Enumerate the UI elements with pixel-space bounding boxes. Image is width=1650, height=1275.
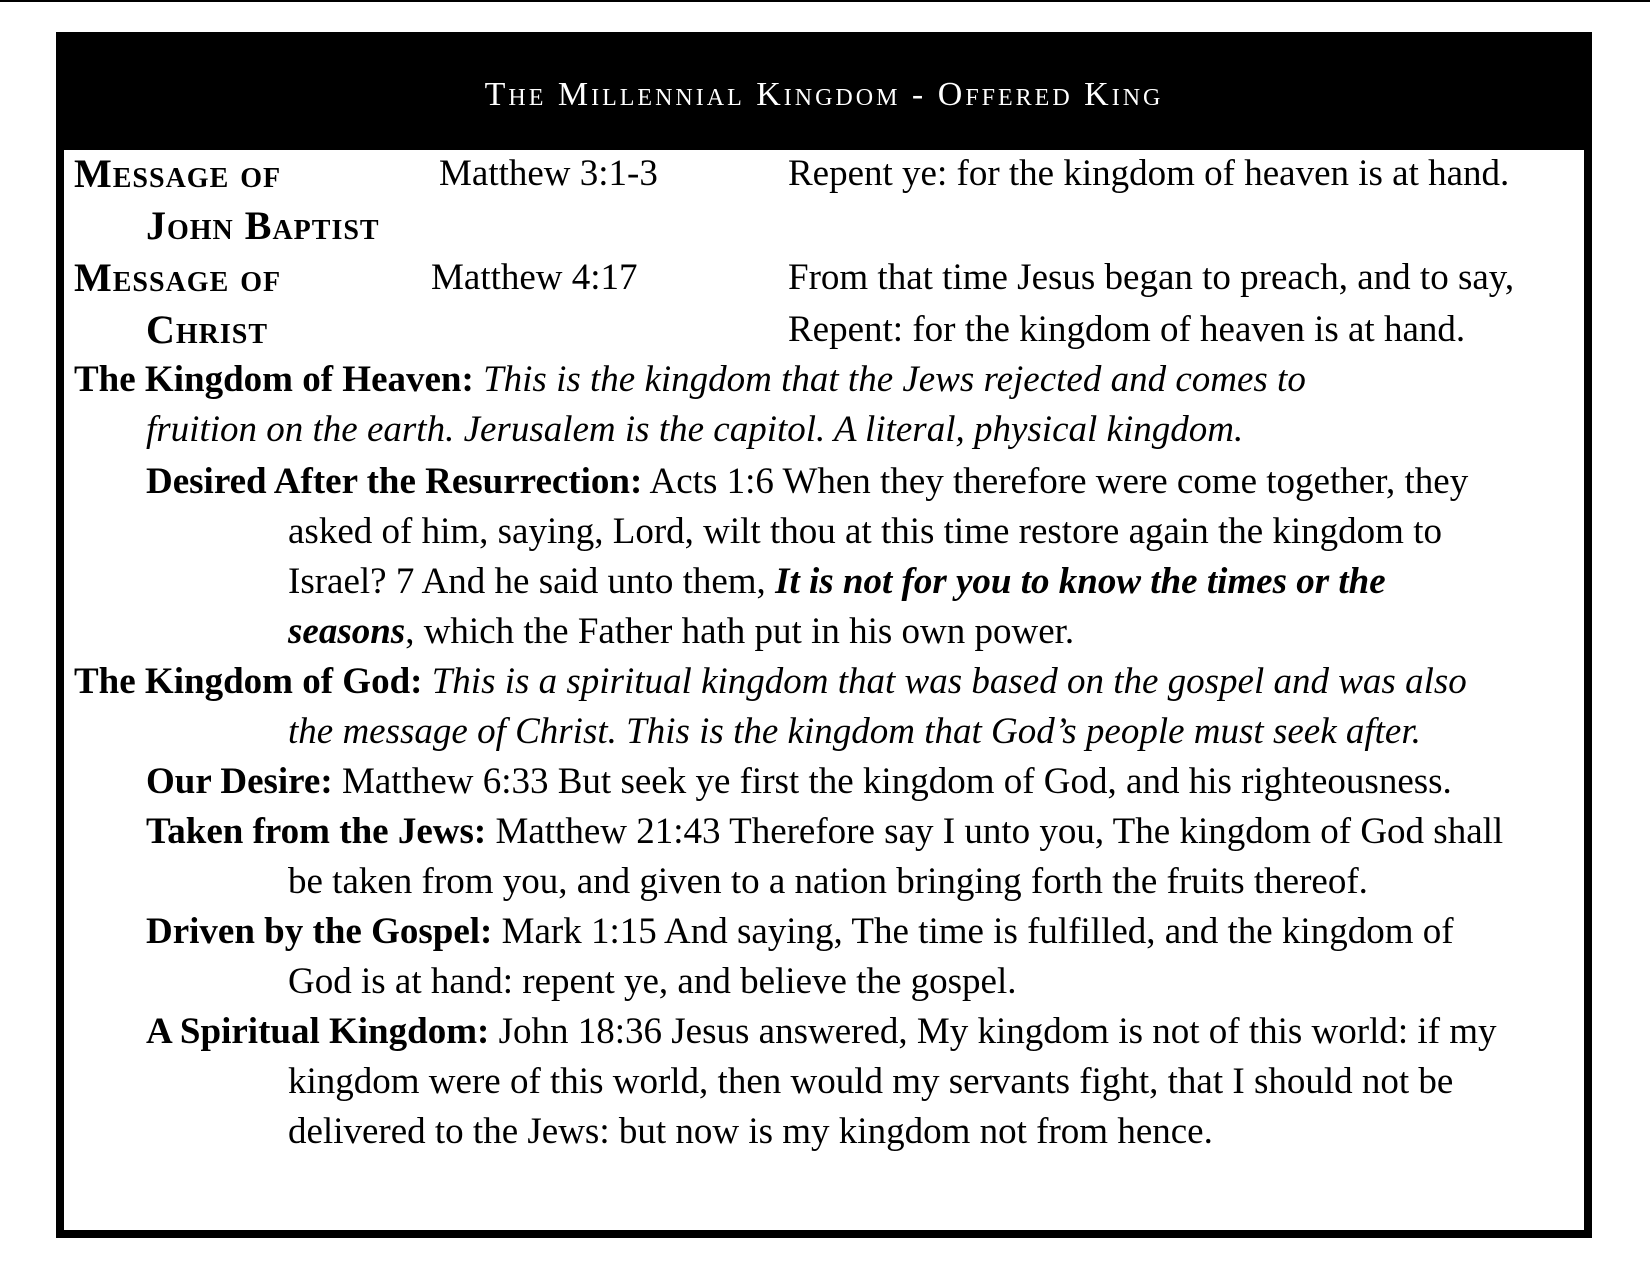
message-reference-christ: Matthew 4:17 [431, 257, 638, 298]
desired-heading: Desired After the Resurrection: [146, 461, 643, 502]
content-frame [56, 32, 1592, 1238]
desired-text-4: , which the Father hath put in his own power. [405, 611, 1075, 652]
desired-text-3: Israel? 7 And he said unto them, [288, 561, 766, 602]
taken-line-1 [146, 810, 1503, 854]
kingdom-god-line-1 [74, 660, 1467, 704]
desired-line-1 [146, 460, 1468, 504]
message-label-christ-1: Message of [74, 255, 282, 300]
our-desire-text-1: Matthew 6:33 But seek ye first the kingdom of God, and his righteousness. [341, 761, 1452, 802]
spiritual-line-1 [146, 1010, 1497, 1054]
kingdom-god-desc-1: This is a spiritual kingdom that was based on the gospel and was also [431, 661, 1467, 702]
message-reference-john: Matthew 3:1-3 [439, 153, 658, 194]
driven-line-1 [146, 910, 1454, 954]
desired-text-2: asked of him, saying, Lord, wilt thou at this time restore again the kingdom to [288, 511, 1442, 552]
kingdom-god-desc-2: the message of Christ. This is the kingdom that God’s people must seek after. [288, 711, 1421, 752]
message-text-christ-2: Repent: for the kingdom of heaven is at hand. [788, 309, 1466, 350]
kingdom-heaven-line-1 [74, 358, 1306, 402]
kingdom-heaven-desc-1: This is the kingdom that the Jews rejected and comes to [483, 359, 1306, 400]
message-text-christ-1: From that time Jesus began to preach, and to say, [788, 257, 1515, 298]
taken-heading: Taken from the Jews: [146, 811, 487, 852]
spiritual-heading: A Spiritual Kingdom: [146, 1011, 490, 1052]
spiritual-text-3: delivered to the Jews: but now is my kingdom not from hence. [288, 1111, 1213, 1152]
desired-line-3 [288, 560, 1386, 604]
desired-line-4 [288, 610, 1074, 654]
spiritual-text-1: John 18:36 Jesus answered, My kingdom is not of this world: if my [498, 1011, 1497, 1052]
our-desire-heading: Our Desire: [146, 761, 333, 802]
kingdom-heaven-desc-2: fruition on the earth. Jerusalem is the capitol. A literal, physical kingdom. [146, 409, 1244, 450]
message-label-john-2: John Baptist [146, 203, 380, 248]
top-rule [0, 0, 1650, 2]
driven-heading: Driven by the Gospel: [146, 911, 493, 952]
message-label-john-1: Message of [74, 151, 282, 196]
driven-text-2: God is at hand: repent ye, and believe the gospel. [288, 961, 1017, 1002]
desired-emphasis-4: seasons [288, 611, 406, 652]
our-desire-line-1 [146, 760, 1452, 804]
title-bar [64, 40, 1584, 150]
taken-text-2: be taken from you, and given to a nation bringing forth the fruits thereof. [288, 861, 1368, 902]
desired-emphasis-3: It is not for you to know the times or the [775, 561, 1386, 602]
page-title: The Millennial Kingdom - Offered King [484, 76, 1164, 113]
desired-text-1: Acts 1:6 When they therefore were come together, they [649, 461, 1469, 502]
kingdom-heaven-heading: The Kingdom of Heaven: [74, 359, 474, 400]
driven-text-1: Mark 1:15 And saying, The time is fulfilled, and the kingdom of [501, 911, 1454, 952]
kingdom-god-heading: The Kingdom of God: [74, 661, 423, 702]
spiritual-text-2: kingdom were of this world, then would my servants fight, that I should not be [288, 1061, 1454, 1102]
taken-text-1: Matthew 21:43 Therefore say I unto you, The kingdom of God shall [495, 811, 1504, 852]
message-text-john: Repent ye: for the kingdom of heaven is at hand. [788, 153, 1510, 194]
message-label-christ-2: Christ [146, 307, 269, 352]
